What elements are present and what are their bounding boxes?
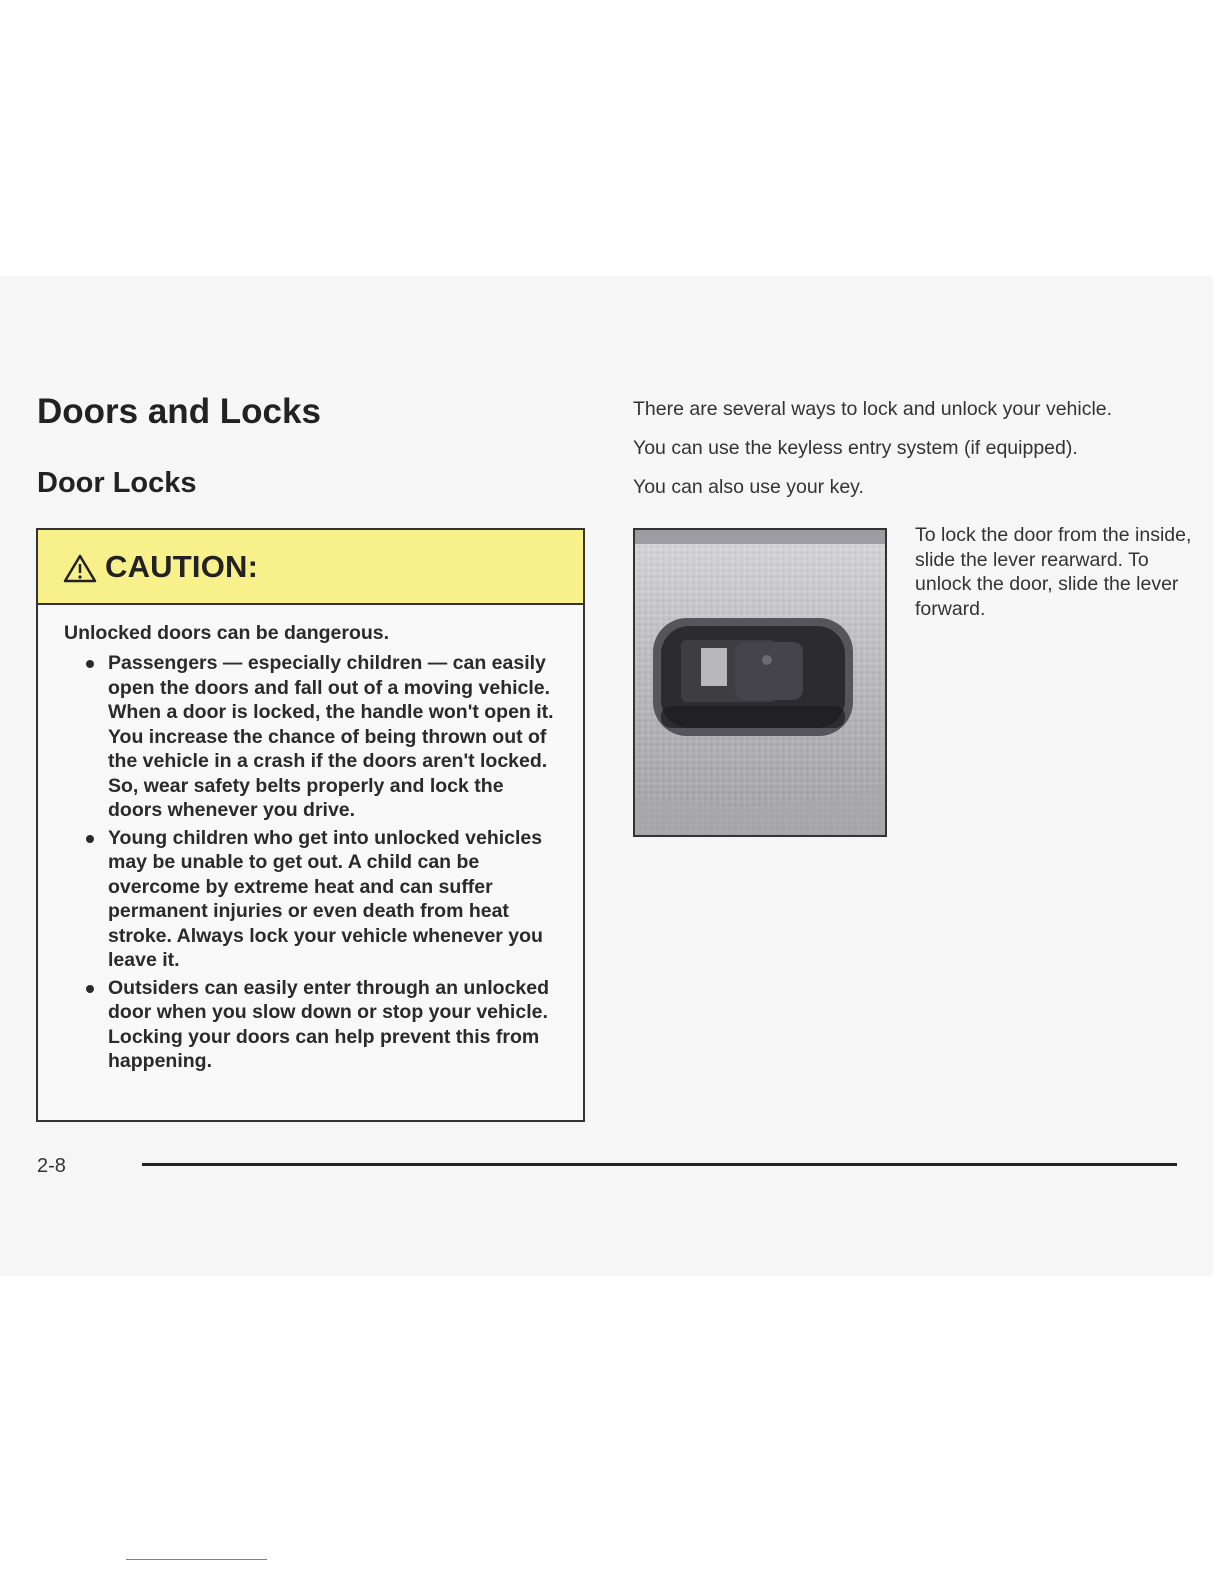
- intro-text-block: [633, 397, 1193, 514]
- footer-rule: [142, 1163, 1177, 1166]
- section-heading: Door Locks: [37, 467, 197, 499]
- caution-bullet: [64, 976, 563, 1074]
- caution-bullet: [64, 651, 563, 823]
- bullet-dot-icon: [86, 985, 94, 993]
- caution-bullet-text: Passengers — especially children — can easily open the doors and fall out of a moving vehicle. When a door is locked, the handle won't open it. You increase the chance of being thrown out of the vehicle in a crash if the doors aren't locked. So, wear safety belts properly and lock the doors whenever you drive.: [108, 652, 554, 821]
- caution-bullet: [64, 826, 563, 973]
- page-number: 2-8: [37, 1155, 66, 1177]
- page-heading: Doors and Locks: [37, 392, 321, 431]
- bullet-dot-icon: [86, 835, 94, 843]
- caution-bullet-text: Young children who get into unlocked vehicles may be unable to get out. A child can be overcome by extreme heat and can suffer permanent injuries or even death from heat stroke. Always lock your vehicle whenever you leave it.: [108, 826, 543, 971]
- door-lock-lever-photo: [633, 528, 887, 837]
- bullet-dot-icon: [86, 660, 94, 668]
- intro-line: You can use the keyless entry system (if equipped).: [633, 437, 1078, 459]
- caution-box: [36, 528, 585, 1122]
- caution-title: CAUTION:: [105, 548, 259, 584]
- caution-intro: Unlocked doors can be dangerous.: [64, 622, 390, 644]
- link-underline[interactable]: [126, 1559, 267, 1560]
- photo-caption: To lock the door from the inside, slide the lever rearward. To unlock the door, slide the lever forward.: [915, 524, 1192, 620]
- intro-line: There are several ways to lock and unlock your vehicle.: [633, 398, 1113, 420]
- caution-bullet-text: Outsiders can easily enter through an unlocked door when you slow down or stop your vehicle. Locking your doors can help prevent this from happening.: [108, 976, 550, 1072]
- caution-body: [38, 605, 583, 1074]
- caution-bullet-list: [64, 651, 563, 1074]
- caution-header: [38, 530, 583, 605]
- intro-line: You can also use your key.: [633, 476, 864, 498]
- warning-triangle-icon: [63, 553, 97, 583]
